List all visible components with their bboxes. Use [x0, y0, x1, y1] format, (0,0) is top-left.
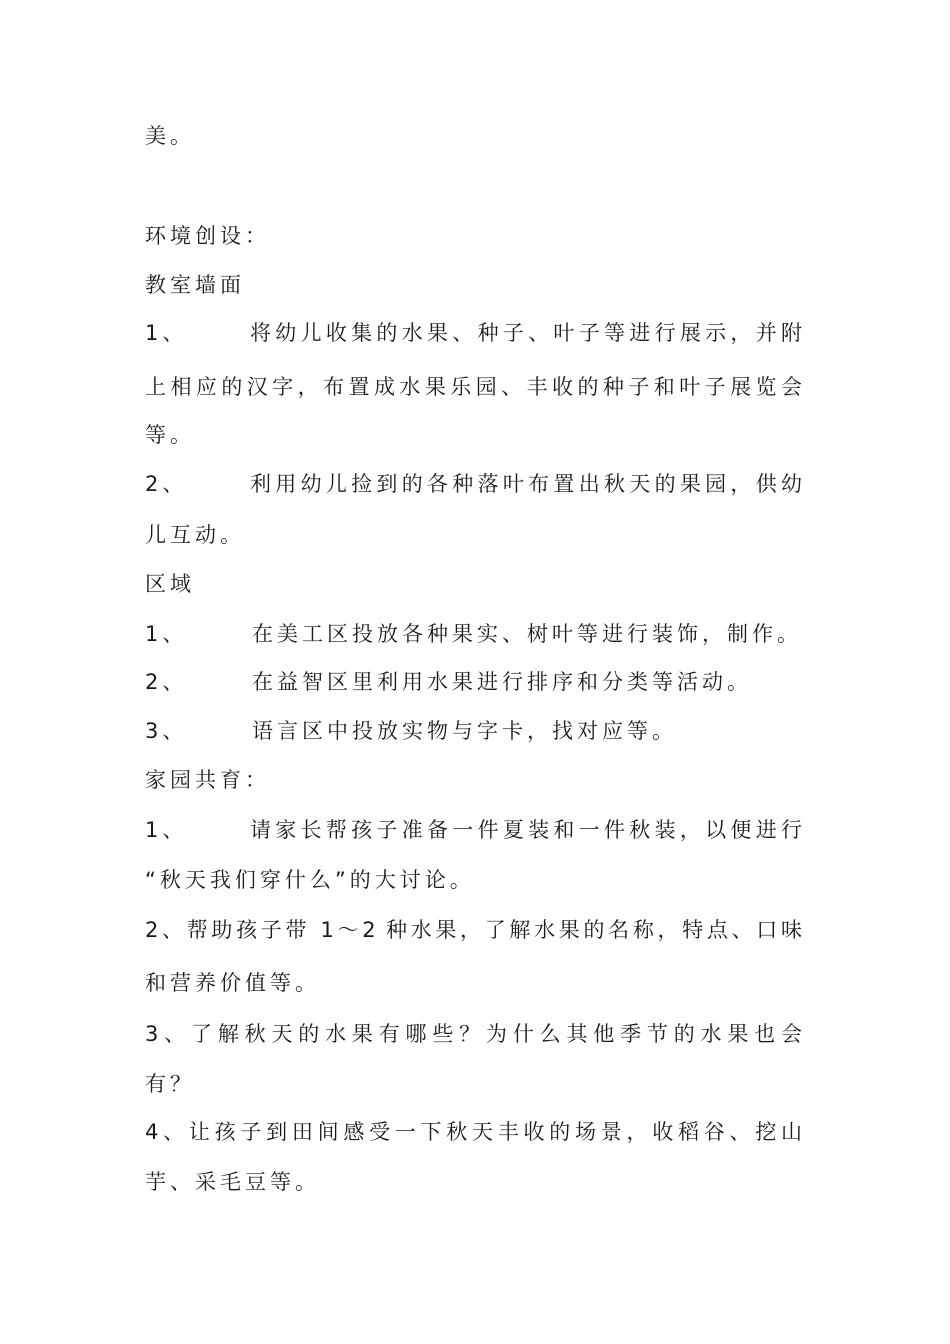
list-number: 2、 [145, 472, 188, 496]
list-item-text: “秋天我们穿什么”的大讨论。 [145, 868, 475, 892]
list-item-text: 在美工区投放各种果实、树叶等进行装饰，制作。 [252, 622, 802, 646]
list-item-text: 有？ [145, 1072, 195, 1096]
section-heading-home: 家园共育： [145, 768, 270, 792]
subsection-heading-wall: 教室墙面 [145, 273, 245, 297]
list-number: 1、 [145, 818, 188, 842]
list-item-text: 语言区中投放实物与字卡，找对应等。 [252, 719, 677, 743]
list-number: 1、 [145, 321, 188, 345]
list-item-text: 上相应的汉字，布置成水果乐园、丰收的种子和叶子展览会 [145, 375, 802, 399]
text-line: 美。 [145, 124, 195, 148]
list-item-text: 请家长帮孩子准备一件夏装和一件秋装，以便进行 [250, 818, 802, 842]
list-item-text: 在益智区里利用水果进行排序和分类等活动。 [252, 670, 752, 694]
list-item-text: 儿互动。 [145, 523, 245, 547]
list-number: 1、 [145, 622, 188, 646]
list-item-text: 3、了解秋天的水果有哪些？为什么其他季节的水果也会 [145, 1022, 802, 1046]
list-item-text: 芋、采毛豆等。 [145, 1170, 320, 1194]
list-item-text: 等。 [145, 423, 195, 447]
list-item-text: 4、让孩子到田间感受一下秋天丰收的场景，收稻谷、挖山 [145, 1120, 802, 1144]
subsection-heading-area: 区域 [145, 572, 195, 596]
list-item-text: 2、帮助孩子带 1～2 种水果，了解水果的名称，特点、口味 [145, 918, 802, 942]
list-number: 2、 [145, 670, 188, 694]
list-item-text: 利用幼儿捡到的各种落叶布置出秋天的果园，供幼 [250, 472, 802, 496]
list-item-text: 和营养价值等。 [145, 971, 320, 995]
list-item-text: 将幼儿收集的水果、种子、叶子等进行展示，并附 [250, 321, 802, 345]
section-heading-environment: 环境创设： [145, 224, 270, 248]
list-number: 3、 [145, 719, 188, 743]
